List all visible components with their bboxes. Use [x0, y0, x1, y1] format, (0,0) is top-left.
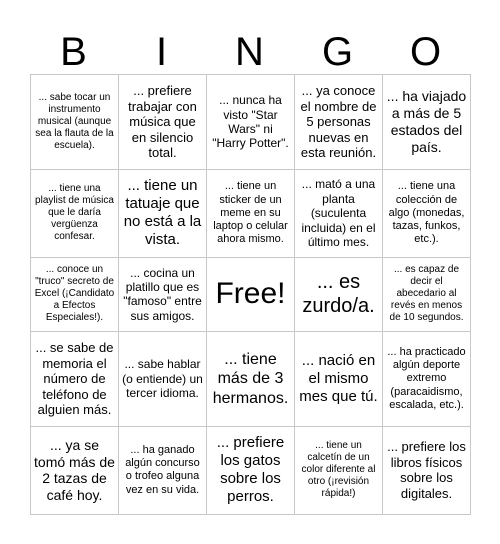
bingo-cell[interactable]: ... sabe hablar (o entiende) un tercer idioma.	[119, 332, 207, 427]
grid-row	[31, 75, 471, 170]
bingo-cell[interactable]: ... tiene un sticker de un meme en su laptop o celular ahora mismo.	[207, 169, 295, 257]
bingo-cell[interactable]: ... tiene más de 3 hermanos.	[207, 332, 295, 427]
grid-row	[31, 169, 471, 257]
bingo-cell[interactable]: ... conoce un "truco" secreto de Excel (¡Candidato a Efectos Especiales!).	[31, 257, 119, 331]
bingo-cell[interactable]: ... cocina un platillo que es "famoso" entre sus amigos.	[119, 257, 207, 331]
bingo-cell[interactable]: ... ha ganado algún concurso o trofeo alguna vez en su vida.	[119, 426, 207, 514]
bingo-cell[interactable]: ... es zurdo/a.	[295, 257, 383, 331]
header-letter-i: I	[155, 30, 169, 74]
bingo-cell[interactable]: ... se sabe de memoria el número de teléfono de alguien más.	[31, 332, 119, 427]
grid-row	[31, 426, 471, 514]
bingo-header	[30, 30, 470, 75]
bingo-cell[interactable]: ... mató a una planta (suculenta incluida) en el último mes.	[295, 169, 383, 257]
header-letter-b: B	[60, 30, 88, 74]
bingo-cell[interactable]: ... ya se tomó más de 2 tazas de café hoy.	[31, 426, 119, 514]
bingo-cell[interactable]: ... tiene una playlist de música que le daría vergüenza confesar.	[31, 169, 119, 257]
bingo-cell[interactable]: ... ha practicado algún deporte extremo (paracaidismo, escalada, etc.).	[383, 332, 471, 427]
header-letter-g: G	[321, 30, 355, 74]
bingo-cell[interactable]: ... prefiere trabajar con música que en silencio total.	[119, 75, 207, 170]
bingo-cell[interactable]: ... prefiere los libros físicos sobre los digitales.	[383, 426, 471, 514]
bingo-cell[interactable]: ... tiene un tatuaje que no está a la vista.	[119, 169, 207, 257]
header-letter-n: N	[235, 30, 265, 74]
free-space-cell[interactable]: Free!	[207, 257, 295, 331]
bingo-cell[interactable]: ... es capaz de decir el abecedario al revés en menos de 10 segundos.	[383, 257, 471, 331]
bingo-cell[interactable]: ... nació en el mismo mes que tú.	[295, 332, 383, 427]
bingo-cell[interactable]: ... prefiere los gatos sobre los perros.	[207, 426, 295, 514]
grid-row	[31, 257, 471, 331]
header-letter-o: O	[409, 30, 443, 74]
bingo-cell[interactable]: ... ya conoce el nombre de 5 personas nuevas en esta reunión.	[295, 75, 383, 170]
bingo-cell[interactable]: ... tiene un calcetín de un color diferente al otro (¡revisión rápida!)	[295, 426, 383, 514]
grid-row	[31, 332, 471, 427]
bingo-cell[interactable]: ... tiene una colección de algo (monedas, tazas, funkos, etc.).	[383, 169, 471, 257]
bingo-grid	[30, 74, 471, 515]
bingo-cell[interactable]: ... nunca ha visto "Star Wars" ni "Harry Potter".	[207, 75, 295, 170]
bingo-cell[interactable]: ... sabe tocar un instrumento musical (aunque sea la flauta de la escuela).	[31, 75, 119, 170]
bingo-cell[interactable]: ... ha viajado a más de 5 estados del país.	[383, 75, 471, 170]
